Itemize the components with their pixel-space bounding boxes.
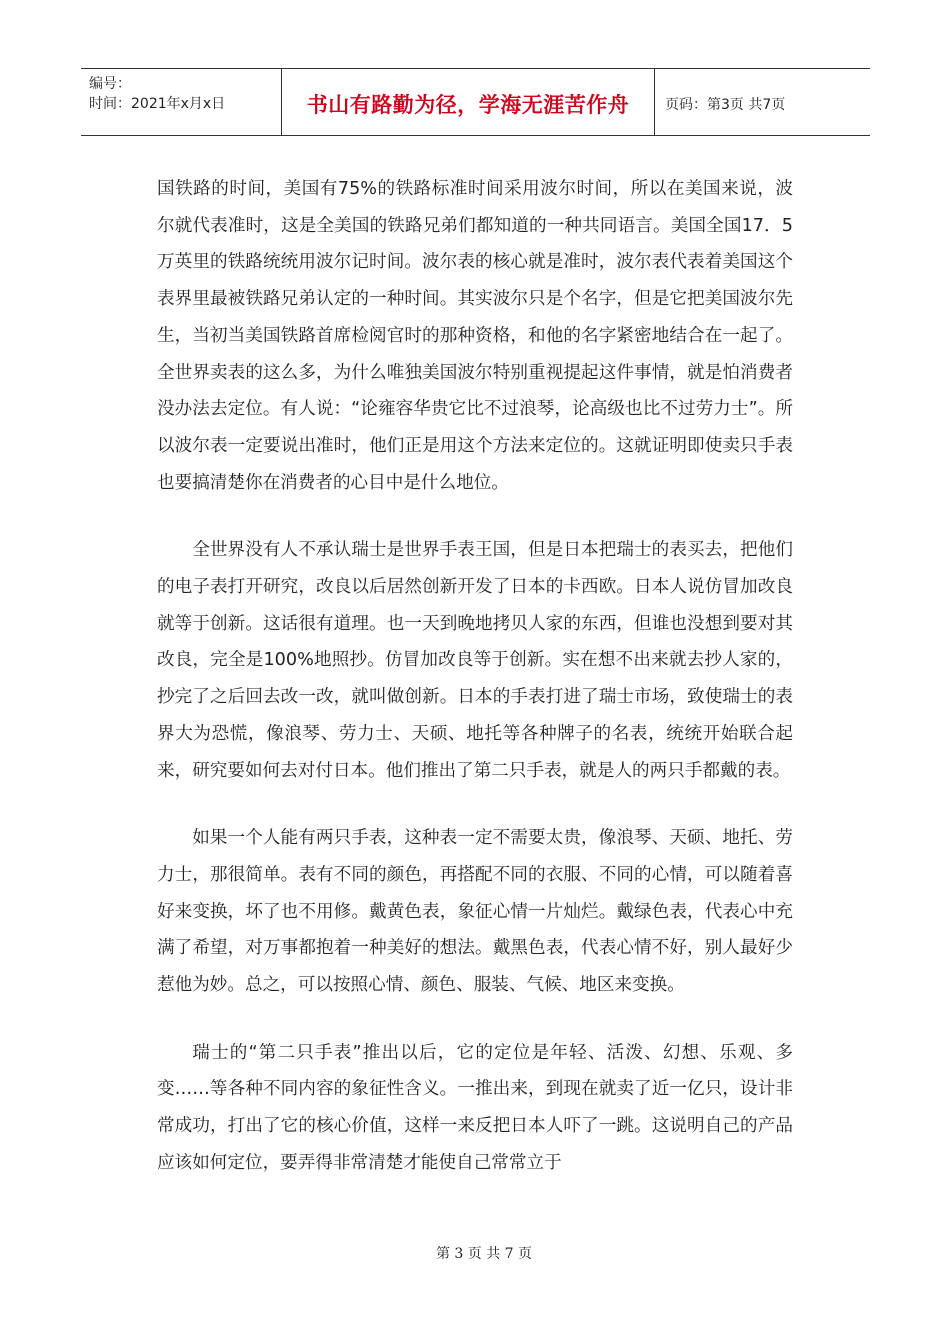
header-page-number: 页码：第3页 共7页: [665, 96, 786, 113]
body-paragraph-1: 国铁路的时间，美国有75%的铁路标准时间采用波尔时间，所以在美国来说，波尔就代表准时，这是全美国的铁路兄弟们都知道的一种共同语言。美国全国17．5万英里的铁路统统用波尔记时间。波尔表的核心就是准时，波尔表代表着美国这个表界里最被铁路兄弟认定的一种时间。其实波尔只是个名字，但是它把美国波尔先生，当初当美国铁路首席检阅官时的那种资格，和他的名字紧密地结合在一起了。全世界卖表的这么多，为什么唯独美国波尔特别重视提起这件事情，就是怕消费者没办法去定位。有人说：“论雍容华贵它比不过浪琴，论高级也比不过劳力士”。所以波尔表一定要说出准时，他们正是用这个方法来定位的。这就证明即使卖只手表也要搞清楚你在消费者的心目中是什么地位。: [157, 179, 793, 493]
body-paragraph-3: 如果一个人能有两只手表，这种表一定不需要太贵，像浪琴、天硕、地托、劳力士，那很简单。表有不同的颜色，再搭配不同的衣服、不同的心情，可以随着喜好来变换，坏了也不用修。戴黄色表，象征心情一片灿烂。戴绿色表，代表心中充满了希望，对万事都抱着一种美好的想法。戴黑色表，代表心情不好，别人最好少惹他为妙。总之，可以按照心情、颜色、服装、气候、地区来变换。: [157, 828, 793, 996]
body-paragraph-2: 全世界没有人不承认瑞士是世界手表王国，但是日本把瑞士的表买去，把他们的电子表打开研究，改良以后居然创新开发了日本的卡西欧。日本人说仿冒加改良就等于创新。这话很有道理。也一天到晚地拷贝人家的东西，但谁也没想到要对其改良，完全是100%地照抄。仿冒加改良等于创新。实在想不出来就去抄人家的，抄完了之后回去改一改，就叫做创新。日本的手表打进了瑞士市场，致使瑞士的表界大为恐慌，像浪琴、劳力士、天硕、地托等各种牌子的名表，统统开始联合起来，研究要如何去对付日本。他们推出了第二只手表，就是人的两只手都戴的表。: [157, 540, 793, 781]
body-paragraph-4: 瑞士的“第二只手表”推出以后，它的定位是年轻、活泼、幻想、乐观、多变……等各种不同内容的象征性含义。一推出来，到现在就卖了近一亿只，设计非常成功，打出了它的核心价值，这样一来反把日本人吓了一跳。这说明自己的产品应该如何定位，要弄得非常清楚才能使自己常常立于: [157, 1042, 793, 1173]
document-date-label: 时间：2021年x月x日: [89, 96, 226, 112]
page-header: [81, 68, 870, 136]
document-number-label: 编号：: [89, 76, 131, 92]
header-motto: 书山有路勤为径，学海无涯苦作舟: [282, 69, 655, 135]
page-footer: 第 3 页 共 7 页: [435, 1246, 533, 1262]
header-meta: [81, 69, 282, 135]
document-body: [157, 171, 793, 1213]
